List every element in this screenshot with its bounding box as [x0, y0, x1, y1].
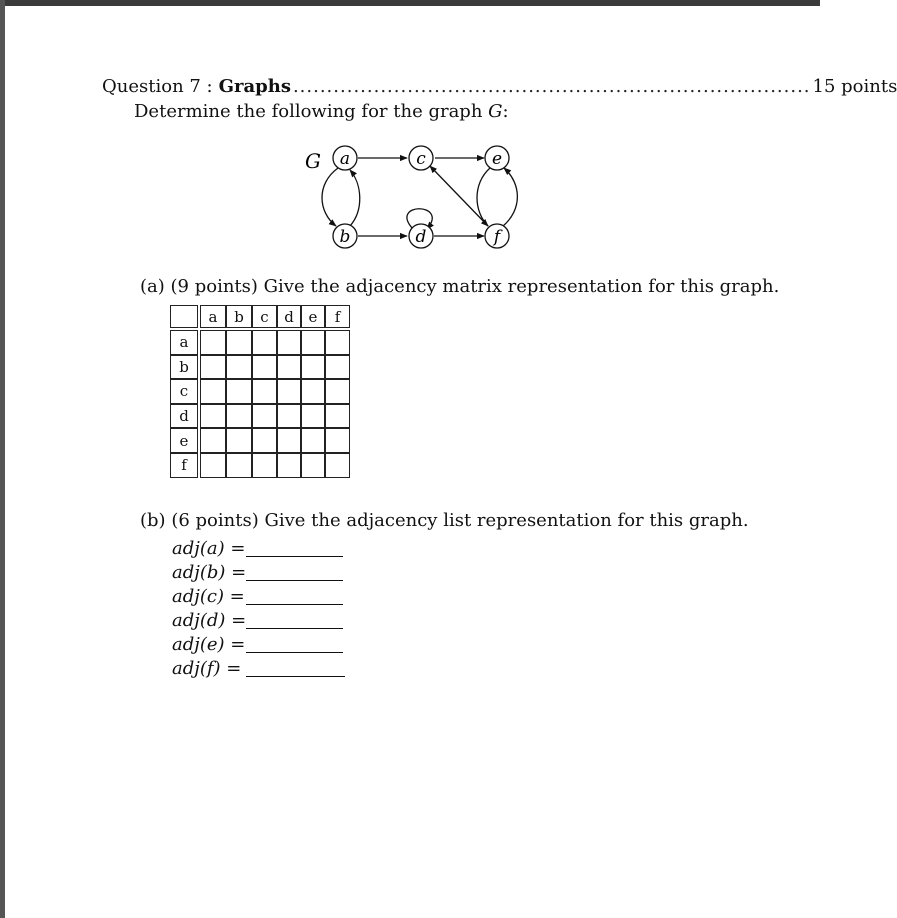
svg-text:c: c: [416, 149, 426, 169]
matrix-answer-cell[interactable]: [252, 355, 277, 380]
matrix-corner-cell: [170, 305, 198, 328]
edge-b-a: [350, 170, 360, 226]
matrix-answer-cell[interactable]: [226, 404, 252, 429]
matrix-row-header: b: [170, 355, 198, 380]
matrix-row-header: a: [170, 330, 198, 355]
graph-variable: G: [488, 101, 503, 122]
matrix-answer-cell[interactable]: [200, 379, 226, 404]
matrix-answer-cell[interactable]: [325, 428, 350, 453]
matrix-answer-cell[interactable]: [325, 453, 350, 478]
adj-list-answer-blank[interactable]: [246, 556, 343, 557]
matrix-answer-cell[interactable]: [301, 453, 325, 478]
svg-text:b: b: [339, 227, 351, 247]
matrix-answer-cell[interactable]: [325, 379, 350, 404]
matrix-answer-cell[interactable]: [252, 330, 277, 355]
adj-list-label: adj(d) =: [172, 610, 247, 631]
matrix-answer-cell[interactable]: [301, 404, 325, 429]
question-intro: Determine the following for the graph G:: [134, 101, 509, 122]
matrix-answer-cell[interactable]: [252, 453, 277, 478]
edge-a-b: [322, 168, 338, 226]
node-d: [409, 224, 433, 248]
node-f: [485, 224, 509, 248]
matrix-row-header: c: [170, 379, 198, 404]
matrix-answer-cell[interactable]: [301, 428, 325, 453]
part-b-prompt: (b) (6 points) Give the adjacency list representation for this graph.: [140, 510, 749, 531]
matrix-answer-cell[interactable]: [325, 404, 350, 429]
matrix-column-header: c: [252, 305, 277, 328]
adj-list-label: adj(c) =: [172, 586, 245, 607]
matrix-answer-cell[interactable]: [226, 330, 252, 355]
matrix-answer-cell[interactable]: [226, 453, 252, 478]
matrix-answer-cell[interactable]: [301, 330, 325, 355]
matrix-column-header: b: [226, 305, 252, 328]
adj-list-answer-blank[interactable]: [246, 604, 343, 605]
matrix-answer-cell[interactable]: [252, 404, 277, 429]
node-b: [333, 224, 357, 248]
edge-f-c: [430, 166, 488, 226]
matrix-answer-cell[interactable]: [252, 428, 277, 453]
adj-list-label: adj(a) =: [172, 538, 246, 559]
matrix-column-header: d: [277, 305, 301, 328]
matrix-answer-cell[interactable]: [277, 355, 301, 380]
graph-diagram: [300, 140, 530, 255]
viewer-left-edge: [0, 0, 5, 918]
svg-text:e: e: [491, 149, 503, 169]
matrix-answer-cell[interactable]: [277, 428, 301, 453]
adj-list-answer-blank[interactable]: [246, 628, 343, 629]
node-e: [485, 146, 509, 170]
graph-label: G: [305, 149, 321, 173]
matrix-answer-cell[interactable]: [200, 355, 226, 380]
matrix-row-header: e: [170, 428, 198, 453]
matrix-answer-cell[interactable]: [325, 330, 350, 355]
adj-list-label: adj(b) =: [172, 562, 247, 583]
matrix-answer-cell[interactable]: [226, 428, 252, 453]
adj-list-answer-blank[interactable]: [246, 652, 343, 653]
adj-list-answer-blank[interactable]: [246, 580, 343, 581]
matrix-answer-cell[interactable]: [277, 453, 301, 478]
matrix-answer-cell[interactable]: [277, 330, 301, 355]
node-c: [409, 146, 433, 170]
svg-text:f: f: [493, 227, 501, 247]
matrix-answer-cell[interactable]: [200, 330, 226, 355]
viewer-top-bar: [0, 0, 820, 6]
matrix-answer-cell[interactable]: [325, 355, 350, 380]
matrix-answer-cell[interactable]: [277, 404, 301, 429]
leader-dots: .............................................................................: [292, 76, 811, 97]
matrix-row-header: d: [170, 404, 198, 429]
matrix-answer-cell[interactable]: [226, 355, 252, 380]
matrix-answer-cell[interactable]: [277, 379, 301, 404]
question-header: [102, 76, 897, 102]
svg-text:d: d: [415, 227, 427, 247]
matrix-row-header: f: [170, 453, 198, 478]
matrix-answer-cell[interactable]: [200, 404, 226, 429]
adj-list-answer-blank[interactable]: [246, 676, 345, 677]
matrix-answer-cell[interactable]: [200, 453, 226, 478]
matrix-answer-cell[interactable]: [226, 379, 252, 404]
svg-text:a: a: [339, 149, 351, 169]
matrix-column-header: f: [325, 305, 350, 328]
question-label: Question 7 :: [102, 76, 213, 97]
adjacency-matrix-table: [170, 305, 350, 478]
matrix-answer-cell[interactable]: [301, 379, 325, 404]
matrix-answer-cell[interactable]: [301, 355, 325, 380]
question-title: Graphs: [218, 76, 291, 97]
edge-f-e: [503, 168, 517, 226]
node-a: [333, 146, 357, 170]
part-a-prompt: (a) (9 points) Give the adjacency matrix representation for this graph.: [140, 276, 780, 297]
adj-list-label: adj(e) =: [172, 634, 246, 655]
matrix-answer-cell[interactable]: [252, 379, 277, 404]
adj-list-label: adj(f) =: [172, 658, 242, 679]
matrix-column-header: e: [301, 305, 325, 328]
matrix-column-header: a: [200, 305, 226, 328]
matrix-answer-cell[interactable]: [200, 428, 226, 453]
question-points: 15 points: [812, 76, 897, 97]
